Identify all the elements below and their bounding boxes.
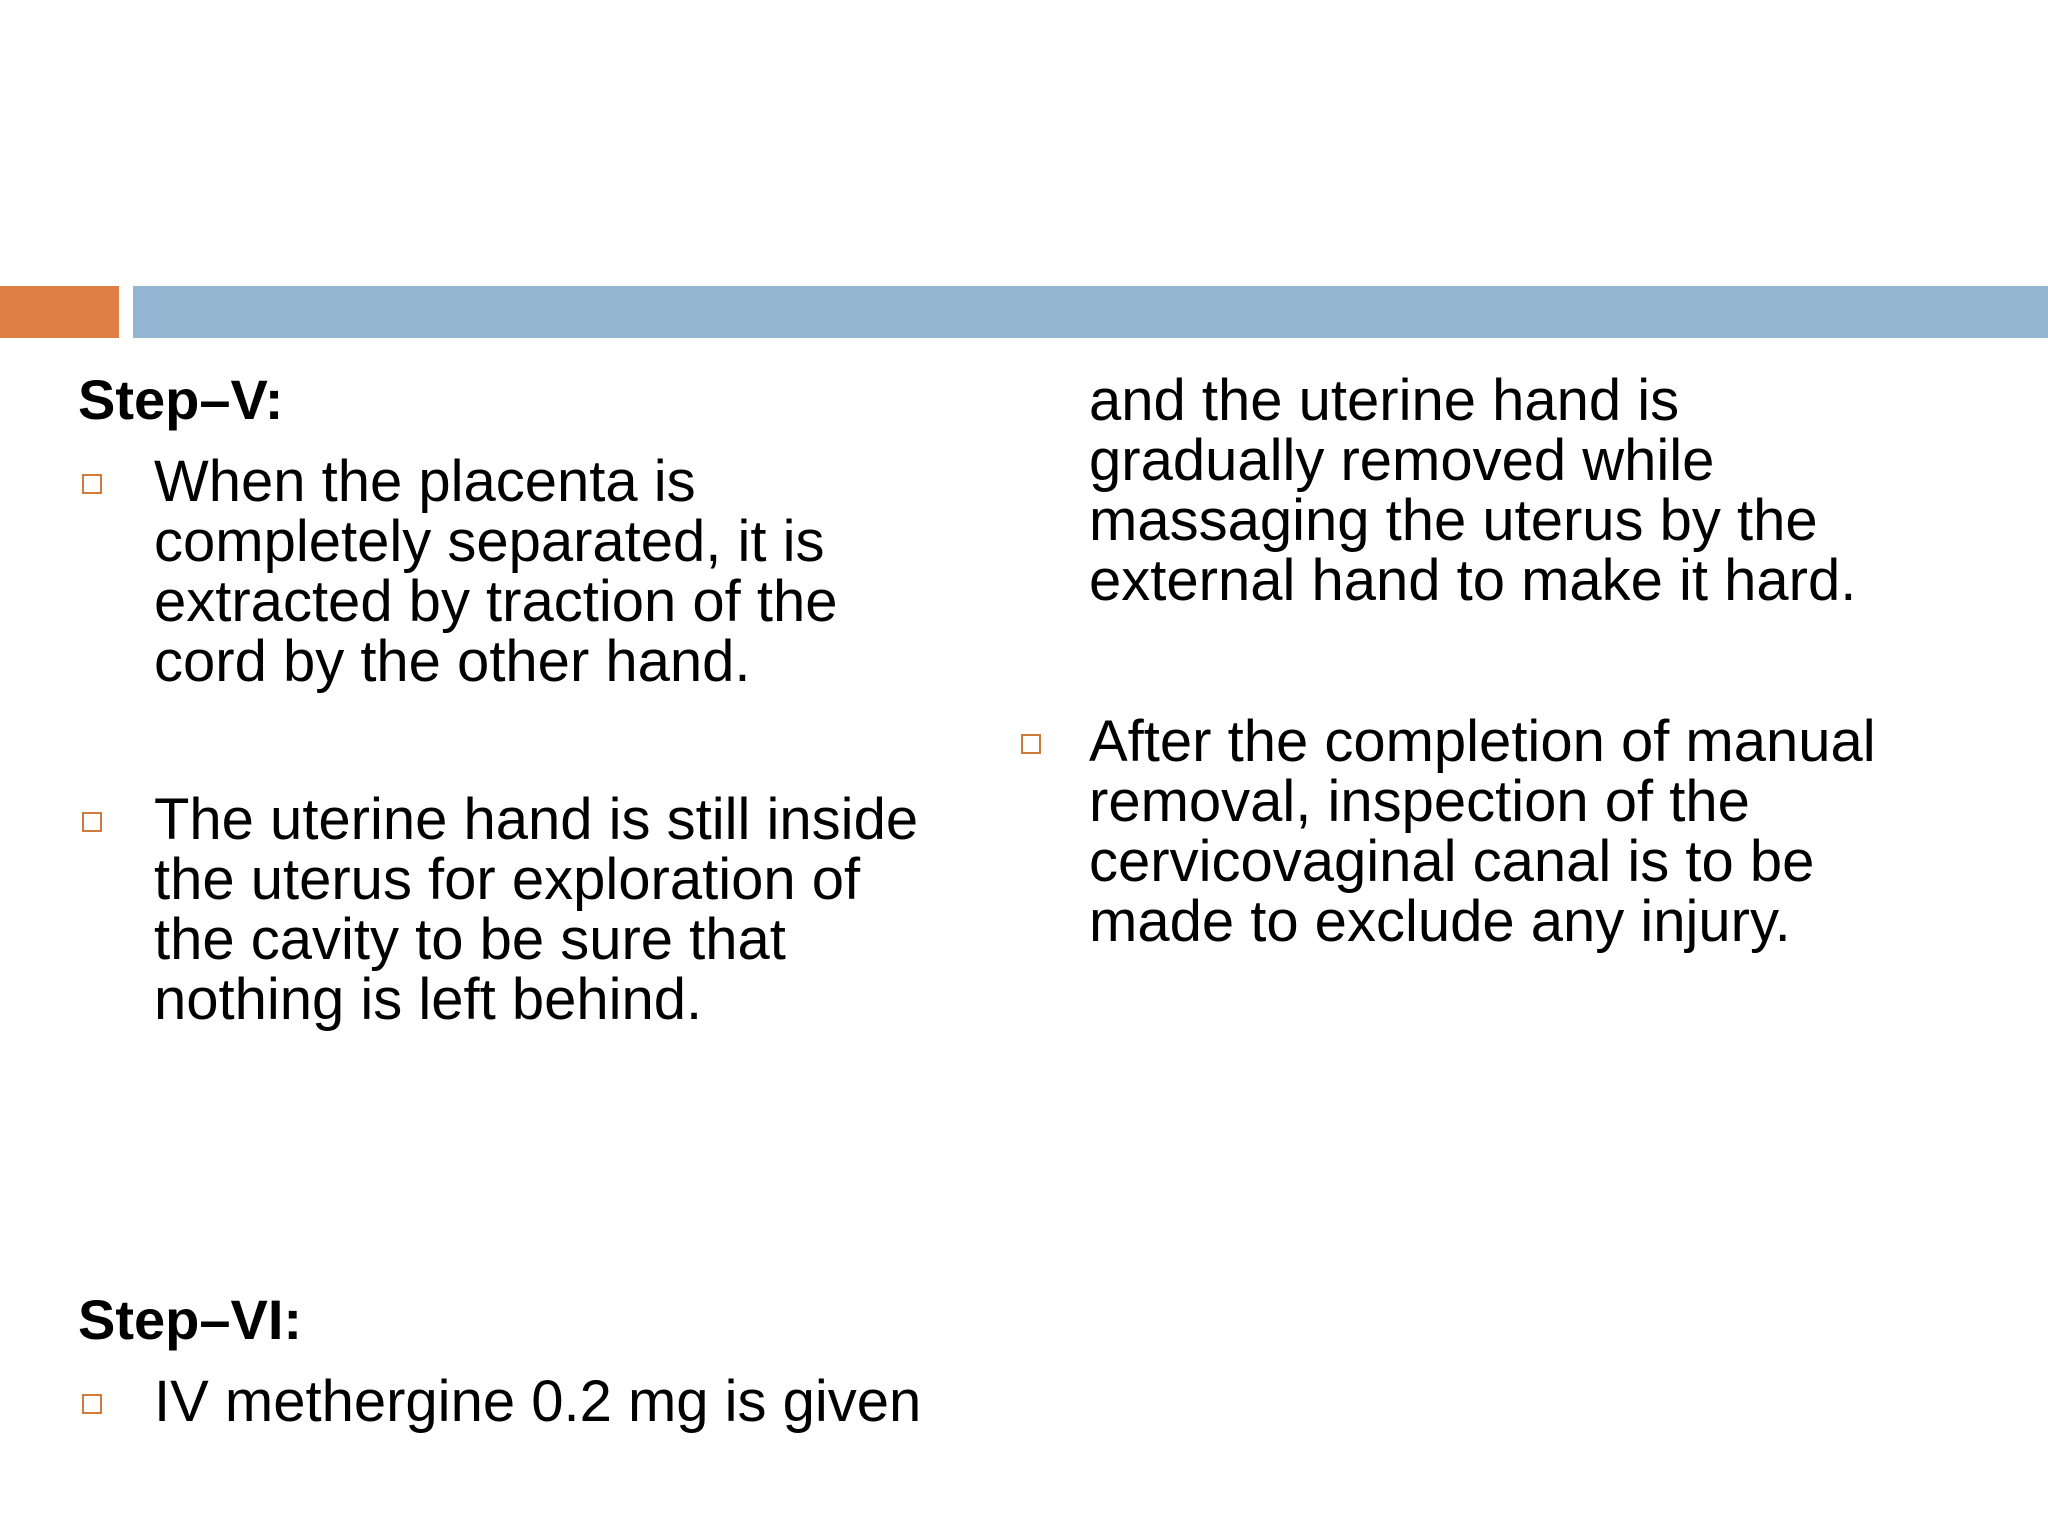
title-bar-accent-blue [133,286,2048,338]
list-item-step6-1 [82,1369,1002,1434]
list-item-step5-1 [82,449,1002,694]
square-bullet-icon [82,812,102,832]
list-item-text: When the placenta is completely separated, it is extracted by traction of the cord by the other hand. [154,449,838,694]
list-item-text: The uterine hand is still inside the uterus for exploration of the cavity to be sure that nothing is left behind. [154,787,919,1032]
square-bullet-icon [1021,734,1041,754]
list-item-right-1 [1021,709,2031,954]
list-item-text: After the completion of manual removal, inspection of the cervicovaginal canal is to be made to exclude any injury. [1089,709,1876,954]
square-bullet-icon [82,474,102,494]
continuation-text: and the uterine hand is gradually removed while massaging the uterus by the external hand to make it hard. [1089,368,1857,613]
step6-heading: Step–VI: [78,1288,303,1351]
list-item-step5-2 [82,787,1002,1032]
square-bullet-icon [82,1394,102,1414]
list-item-text: IV methergine 0.2 mg is given [154,1369,922,1434]
step5-heading: Step–V: [78,368,284,431]
title-bar-accent-orange [0,286,119,338]
